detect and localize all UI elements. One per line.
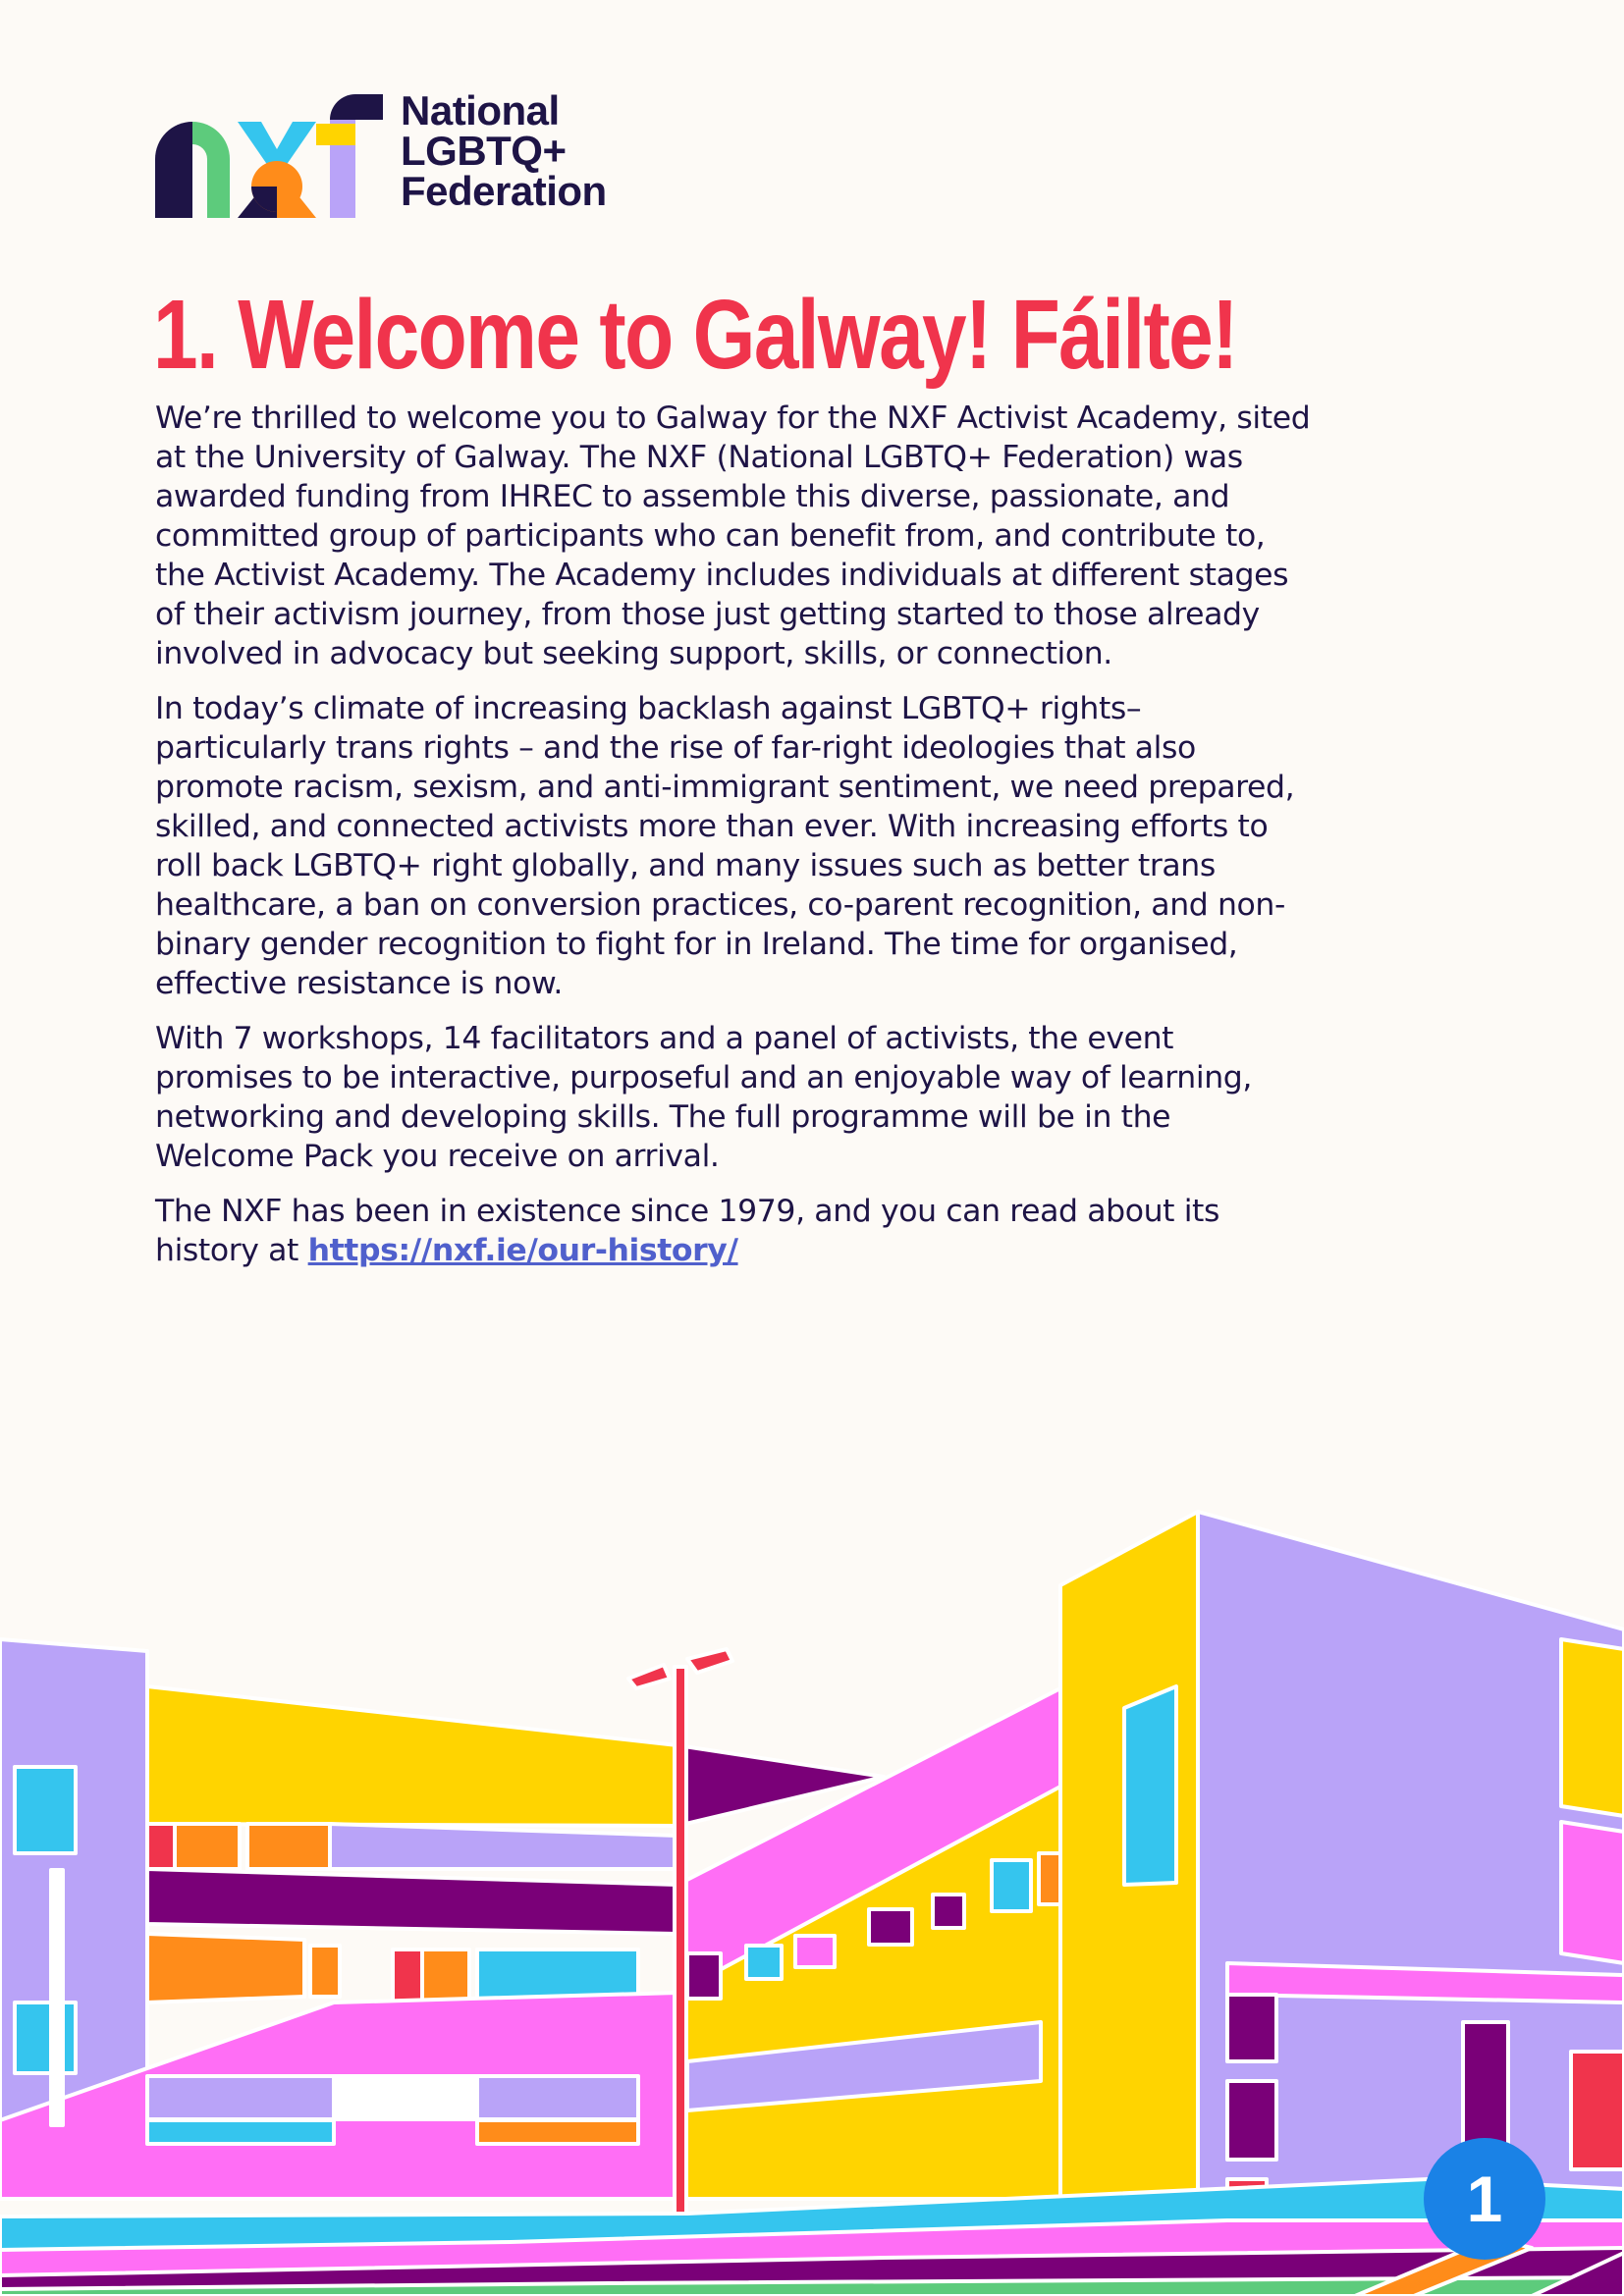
nxf-logo-mark-icon	[155, 90, 383, 218]
paragraph: In today’s climate of increasing backlash against LGBTQ+ rights– particularly trans rights – and the rise of far-right ideologies that also promote racism, sexism, and anti-immigrant sentiment, we need prepared, skilled, and connected activists more than ever. With increasing efforts to roll back LGBTQ+ right globally, and many issues such as better trans healthcare, a ban on conversion practices, co-parent recognition, and non-binary gender recognition to fight for in Ireland. The time for organised, effective resistance is now.	[155, 691, 1295, 1001]
logo-text-line: LGBTQ+	[401, 128, 567, 174]
page-title: 1. Welcome to Galway! Fáilte!	[153, 280, 1237, 390]
paragraph: With 7 workshops, 14 facilitators and a panel of activists, the event promises to be interactive, purposeful and an enjoyable way of learning, networking and developing skills. The full programme will be in the Welcome Pack you receive on arrival.	[155, 1021, 1252, 1174]
logo-text-line: Federation	[401, 168, 607, 214]
logo-text-line: National	[401, 87, 560, 133]
university-building-illustration	[0, 1492, 1624, 2296]
paragraph: We’re thrilled to welcome you to Galway for the NXF Activist Academy, sited at the University of Galway. The NXF (National LGBTQ+ Federation) was awarded funding from IHREC to assemble this diverse, passionate, and committed group of participants who can benefit from, and contribute to, the Activist Academy. The Academy includes individuals at different stages of their activism journey, from those just getting started to those already involved in advocacy but seeking support, skills, or connection.	[155, 400, 1311, 671]
logo-text	[401, 87, 607, 214]
history-link[interactable]: https://nxf.ie/our-history/	[307, 1233, 738, 1268]
nxf-logo	[155, 87, 626, 218]
page-number-badge: 1	[1424, 2138, 1545, 2260]
history-text: The NXF has been in existence since 1979, and you can read about its history at	[155, 1194, 1220, 1268]
body-text	[155, 399, 1314, 1286]
history-paragraph	[155, 1192, 1314, 1270]
